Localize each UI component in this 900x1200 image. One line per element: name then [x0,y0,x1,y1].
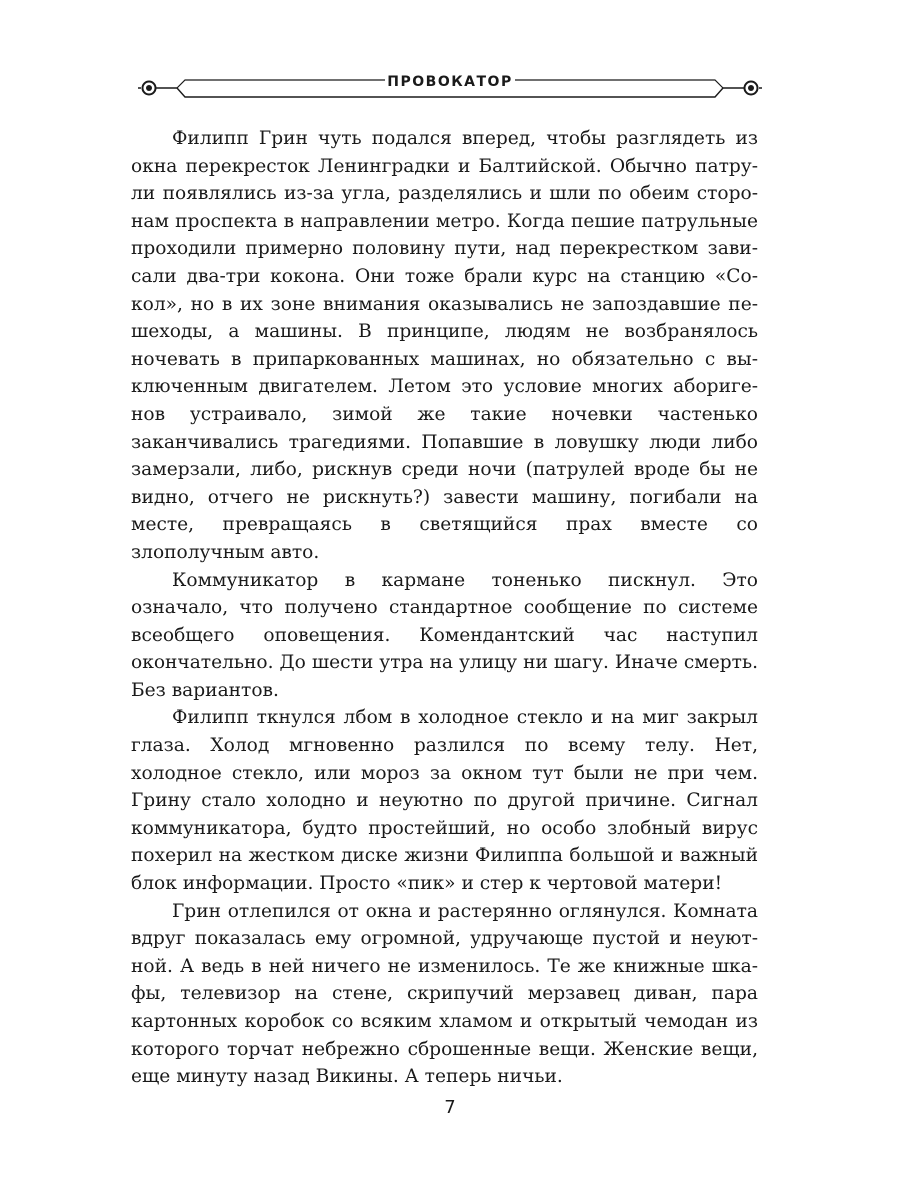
running-header [135,68,765,110]
paragraph-2: Коммуникатор в кармане тоненько пискнул. Это означало, что получено стандартное сообщение по системе всеобщего оповещения. Комендантский час наступил окончательно. До шести утра на улицу ни шагу. Иначе смерть. Без вариантов. [131,569,758,701]
paragraph-4: Грин отлепился от окна и растерянно оглянулся. Комната вдруг показалась ему огромной, удручающе пустой и неуютной. А ведь в ней ничего не изменилось. Те же книжные шкафы, телевизор на стене, скрипучий мерзавец диван, пара картонных коробок со всяким хламом и открытый чемодан из которого торчат небрежно сброшенные вещи. Женские вещи, еще минуту назад Викины. А теперь ничьи. [131,900,758,1088]
paragraph-3: Филипп ткнулся лбом в холодное стекло и на миг закрыл глаза. Холод мгновенно разлился по всему телу. Нет, холодное стекло, или мороз за окном тут были не при чем. Грину стало холодно и неуютно по другой причине. Сигнал коммуникатора, будто простейший, но особо злобный вирус похерил на жестком диске жизни Филиппа большой и важный блок информации. Просто «пик» и стер к чертовой матери! [131,707,758,895]
page-number: 7 [444,1097,456,1118]
body-text [131,125,758,1091]
running-title: ПРОВОКАТОР [387,74,513,90]
paragraph-1: Филипп Грин чуть подался вперед, чтобы разглядеть из окна перекресток Ленинградки и Балтийской. Обычно патрули появлялись из-за угла, разделялись и шли по обеим сторонам проспекта в направлении метро. Когда пешие патрульные проходили примерно половину пути, над перекрестком зависали два-три кокона. Они тоже брали курс на станцию «Сокол», но в их зоне внимания оказывались не запоздавшие пешеходы, а машины. В принципе, людям не возбранялось ночевать в припаркованных машинах, но обязательно с выключенным двигателем. Летом это условие многих аборигенов устраивало, зимой же такие ночевки частенько заканчивались трагедиями. Попавшие в ловушку люди либо замерзали, либо, рискнув среди ночи (патрулей вроде бы не видно, отчего не рискнуть?) завести машину, погибали на месте, превращаясь в светящийся прах вместе со злополучным авто. [131,128,758,563]
